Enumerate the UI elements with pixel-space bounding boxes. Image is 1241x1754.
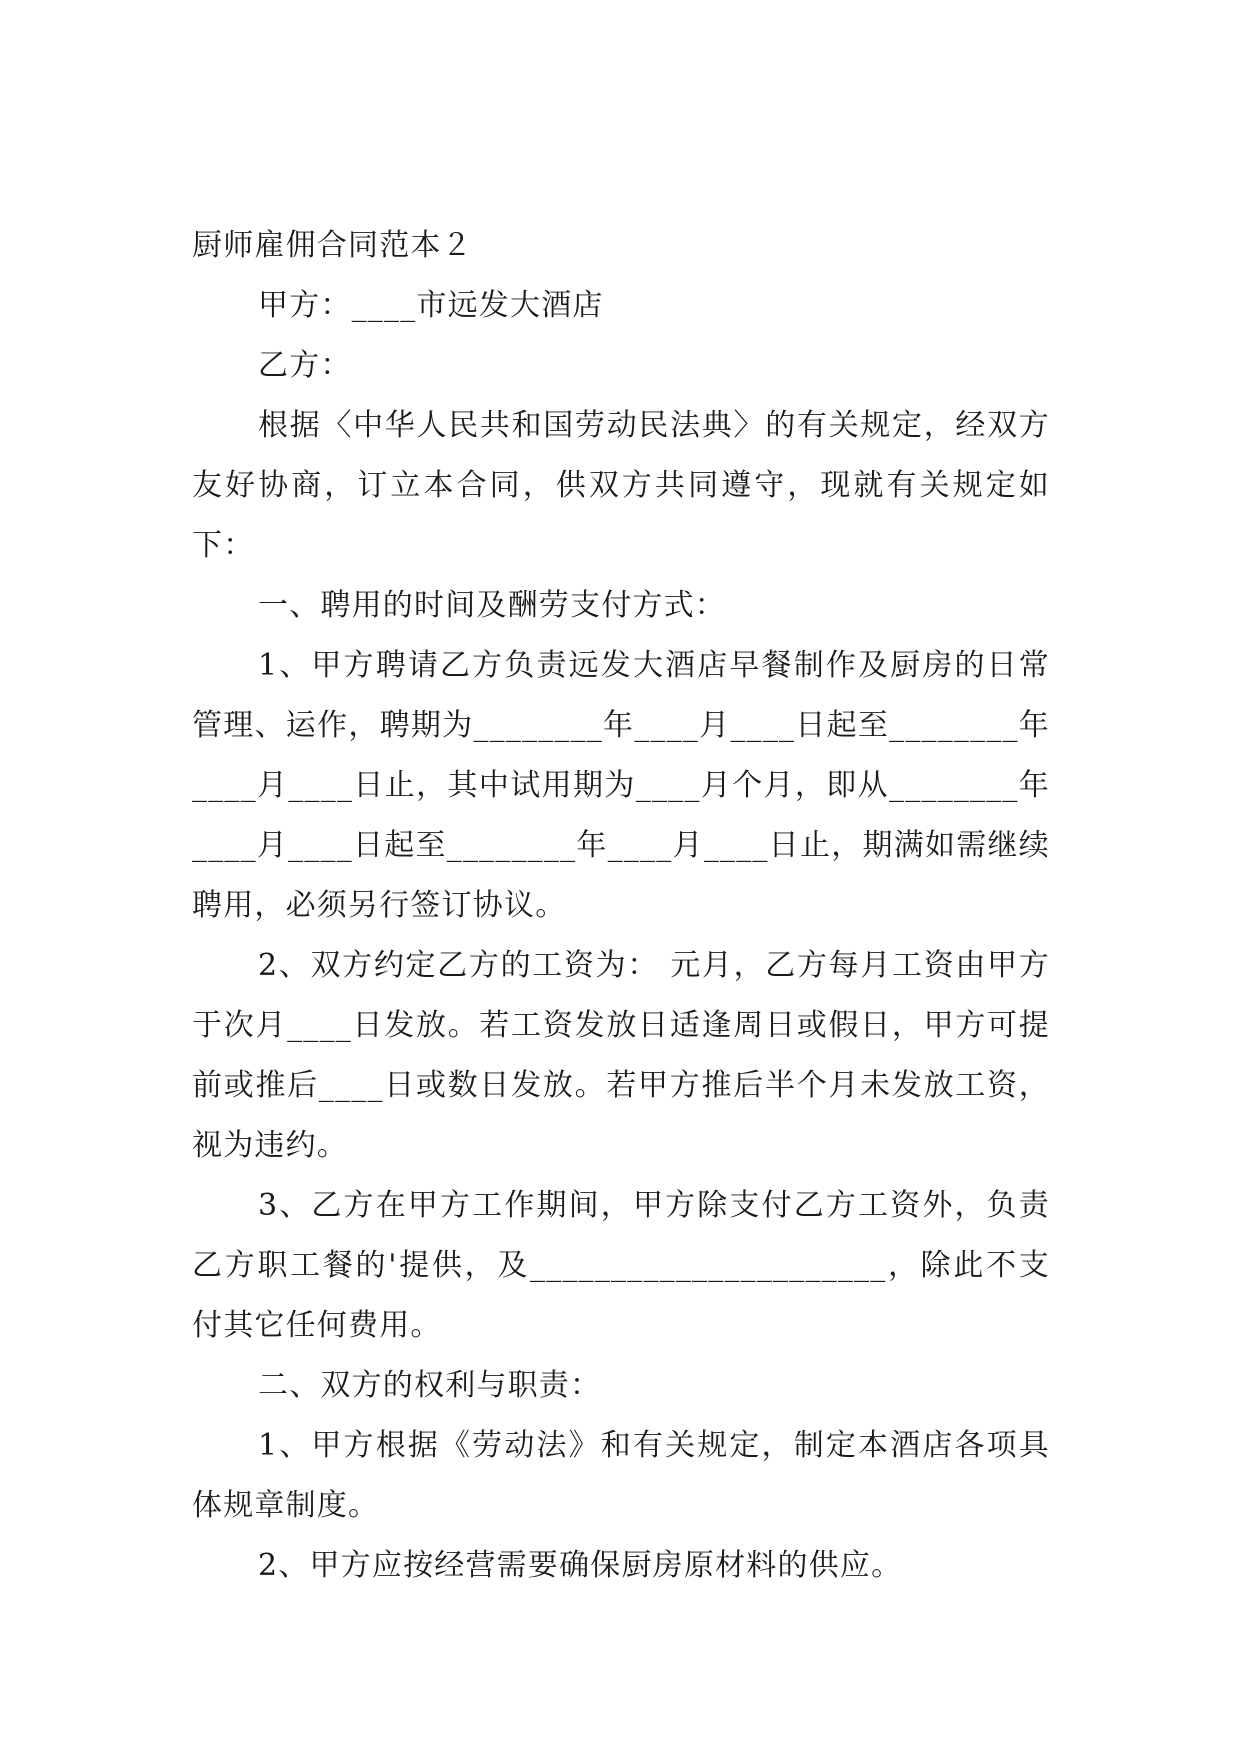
- clause-2-2: 2、甲方应按经营需要确保厨房原材料的供应。: [258, 1548, 903, 1583]
- party-b-line: 乙方：: [258, 348, 352, 383]
- clause-1-2: 2、双方约定乙方的工资为： 元月，乙方每月工资由甲方于次月____日发放。若工资发放日适逢周日或假日，甲方可提前或推后____日或数日发放。若甲方推后半个月未发放工资，视为违约。: [192, 948, 1050, 1163]
- preamble-paragraph: 根据〈中华人民共和国劳动民法典〉的有关规定，经双方友好协商，订立本合同，供双方共同遵守，现就有关规定如下：: [192, 408, 1050, 563]
- document-body: [192, 216, 1050, 1596]
- clause-1-1: 1、甲方聘请乙方负责远发大酒店早餐制作及厨房的日常管理、运作，聘期为________年____月____日起至________年____月____日止，其中试用期为____月个月，即从________年____月____日起至________年____月____日止，期满如需继续聘用，必须另行签订协议。: [192, 648, 1050, 923]
- section-heading-2: 二、双方的权利与职责：: [258, 1368, 602, 1403]
- section-heading-1: 一、聘用的时间及酬劳支付方式：: [258, 588, 726, 623]
- clause-2-1: 1、甲方根据《劳动法》和有关规定，制定本酒店各项具体规章制度。: [192, 1428, 1050, 1523]
- document-title: 厨师雇佣合同范本２: [192, 228, 473, 263]
- party-a-line: 甲方：____市远发大酒店: [258, 288, 604, 323]
- clause-1-3: 3、乙方在甲方工作期间，甲方除支付乙方工资外，负责乙方职工餐的'提供，及______________________，除此不支付其它任何费用。: [192, 1188, 1050, 1343]
